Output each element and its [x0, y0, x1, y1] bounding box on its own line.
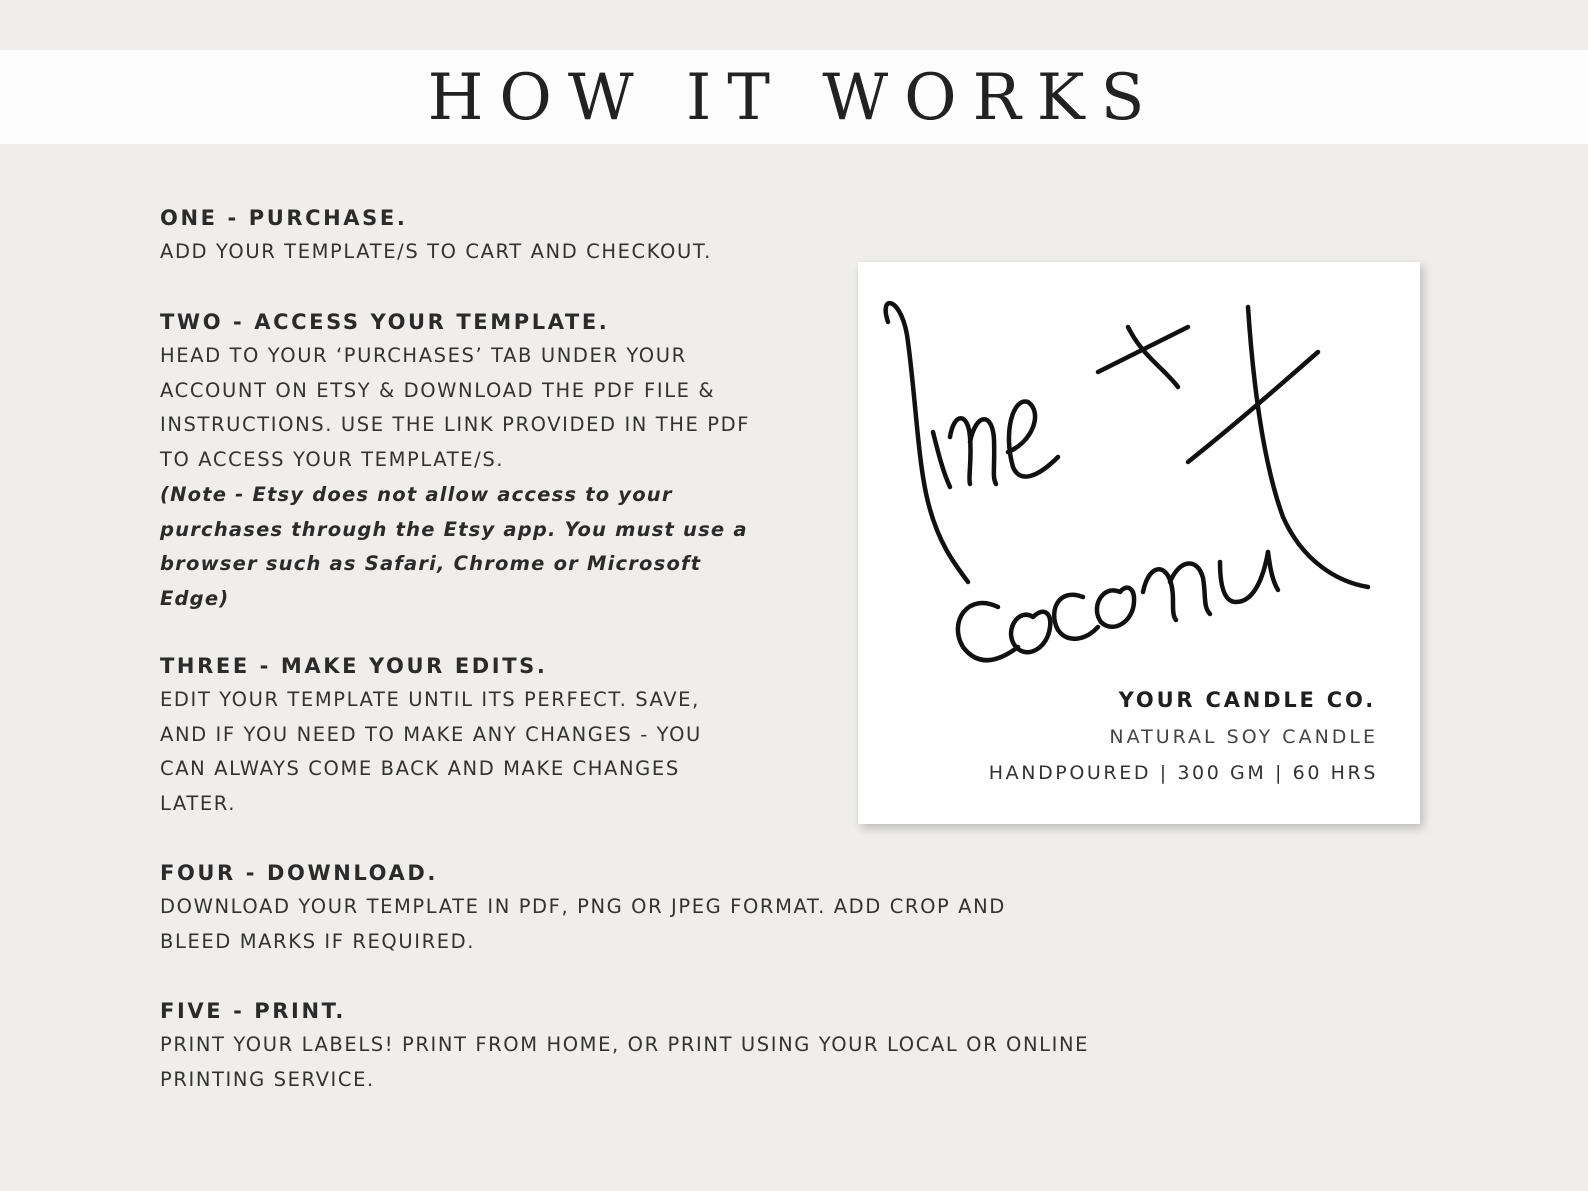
step-one: [160, 202, 780, 270]
step-note: (Note - Etsy does not allow access to your purchases through the Etsy app. You must use a browser such as Safari, Chrome or Microsoft Edge): [160, 482, 748, 610]
step-body: PRINT YOUR LABELS! PRINT FROM HOME, OR PRINT USING YOUR LOCAL OR ONLINE PRINTING SERVICE.: [160, 1033, 1090, 1091]
step-title: FIVE - PRINT.: [160, 999, 346, 1023]
label-product-details: HANDPOURED | 300 GM | 60 HRS: [988, 762, 1378, 784]
script-lettering-lime-coconut: [858, 262, 1420, 682]
candle-label-preview: [858, 262, 1420, 824]
label-brand-name: YOUR CANDLE CO.: [1118, 688, 1376, 712]
step-five: [160, 995, 1120, 1097]
step-body: DOWNLOAD YOUR TEMPLATE IN PDF, PNG OR JPEG FORMAT. ADD CROP AND BLEED MARKS IF REQUIRED.: [160, 895, 1006, 953]
step-two: [160, 306, 780, 617]
step-title: ONE - PURCHASE.: [160, 206, 408, 230]
step-title: TWO - ACCESS YOUR TEMPLATE.: [160, 310, 610, 334]
step-body: EDIT YOUR TEMPLATE UNTIL ITS PERFECT. SAVE, AND IF YOU NEED TO MAKE ANY CHANGES - YOU CAN ALWAYS COME BACK AND MAKE CHANGES LATER.: [160, 688, 702, 816]
label-product-type: NATURAL SOY CANDLE: [1109, 726, 1378, 748]
step-title: FOUR - DOWNLOAD.: [160, 861, 438, 885]
step-three: [160, 650, 780, 822]
page-title: HOW IT WORKS: [427, 61, 1161, 135]
step-four: [160, 857, 1120, 959]
step-body: ADD YOUR TEMPLATE/S TO CART AND CHECKOUT.: [160, 240, 712, 263]
step-title: THREE - MAKE YOUR EDITS.: [160, 654, 548, 678]
step-body: HEAD TO YOUR ‘PURCHASES’ TAB UNDER YOUR ACCOUNT ON ETSY & DOWNLOAD THE PDF FILE & INSTRUCTIONS. USE THE LINK PROVIDED IN THE PDF TO ACCESS YOUR TEMPLATE/S.: [160, 344, 751, 472]
